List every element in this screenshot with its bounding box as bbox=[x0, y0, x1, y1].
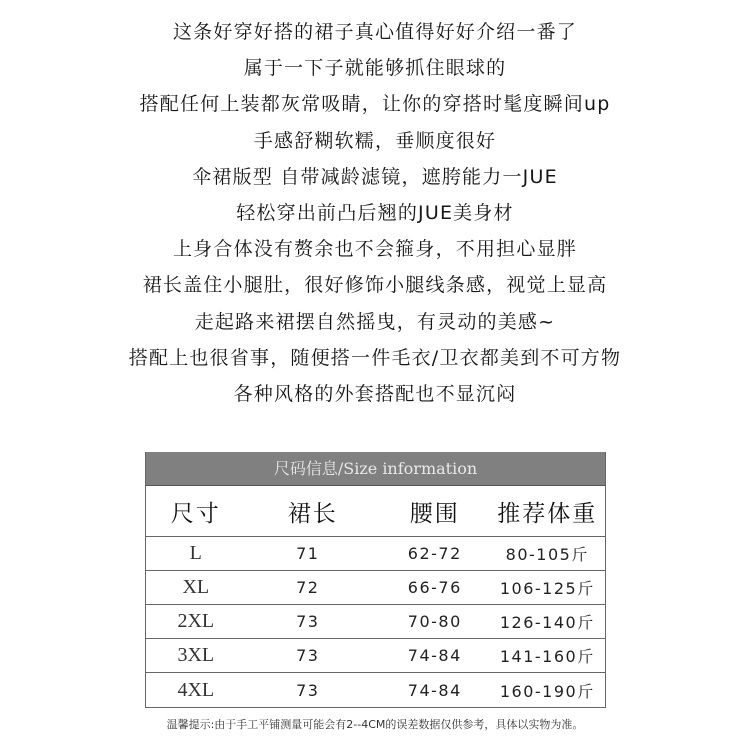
description-line: 裙长盖住小腿肚，很好修饰小腿线条感，视觉上显高 bbox=[142, 274, 608, 297]
cell-weight: 126-140斤 bbox=[499, 613, 595, 632]
column-header-waist: 腰围 bbox=[409, 500, 460, 527]
table-row bbox=[146, 639, 605, 673]
cell-waist: 62-72 bbox=[407, 544, 462, 563]
column-header-length: 裙长 bbox=[287, 500, 338, 527]
cell-waist: 74-84 bbox=[407, 646, 462, 665]
table-row bbox=[146, 605, 605, 639]
cell-length: 71 bbox=[296, 544, 320, 563]
column-header-weight: 推荐体重 bbox=[497, 500, 598, 527]
cell-weight: 80-105斤 bbox=[505, 545, 589, 564]
table-row bbox=[146, 537, 605, 571]
description-line: 上身合体没有赘余也不会箍身，不用担心显胖 bbox=[172, 238, 577, 261]
description-line: 伞裙版型 自带减龄滤镜，遮胯能力一JUE bbox=[192, 165, 558, 188]
cell-waist: 70-80 bbox=[407, 612, 462, 631]
table-row bbox=[146, 673, 605, 707]
description-line: 这条好穿好搭的裙子真心值得好好介绍一番了 bbox=[172, 21, 577, 43]
description-line: 手感舒糊软糯，垂顺度很好 bbox=[253, 129, 497, 152]
cell-length: 73 bbox=[296, 680, 320, 700]
cell-waist: 74-84 bbox=[407, 680, 462, 700]
cell-weight: 106-125斤 bbox=[499, 579, 595, 598]
size-table-header-row bbox=[146, 486, 605, 537]
description-line: 搭配上也很省事，随便搭一件毛衣/卫衣都美到不可方物 bbox=[128, 346, 622, 369]
cell-weight: 141-160斤 bbox=[499, 647, 595, 666]
cell-length: 73 bbox=[296, 612, 320, 631]
description-line: 轻松穿出前凸后翘的JUE美身材 bbox=[236, 201, 514, 224]
cell-waist: 66-76 bbox=[407, 578, 462, 597]
cell-size: 3XL bbox=[177, 644, 215, 666]
description-line: 搭配任何上装都灰常吸睛，让你的穿搭时髦度瞬间up bbox=[139, 93, 611, 116]
column-header-size: 尺寸 bbox=[170, 500, 221, 527]
measurement-note: 温馨提示:由于手工平铺测量可能会有2--4CM的误差数据仅供参考，具体以实物为准。 bbox=[166, 718, 584, 731]
cell-size: 2XL bbox=[177, 610, 215, 632]
size-table bbox=[145, 452, 606, 708]
cell-size: L bbox=[189, 542, 202, 564]
cell-size: 4XL bbox=[177, 678, 215, 701]
description-line: 各种风格的外套搭配也不显沉闷 bbox=[233, 382, 517, 405]
product-description bbox=[0, 14, 750, 412]
cell-weight: 160-190斤 bbox=[499, 681, 595, 701]
size-table-title: 尺码信息/Size information bbox=[146, 452, 605, 486]
cell-length: 72 bbox=[296, 578, 320, 597]
table-row bbox=[146, 571, 605, 605]
description-line: 属于一下子就能够抓住眼球的 bbox=[243, 57, 507, 80]
cell-length: 73 bbox=[296, 646, 320, 665]
cell-size: XL bbox=[182, 576, 210, 598]
description-line: 走起路来裙摆自然摇曳，有灵动的美感~ bbox=[194, 310, 556, 333]
